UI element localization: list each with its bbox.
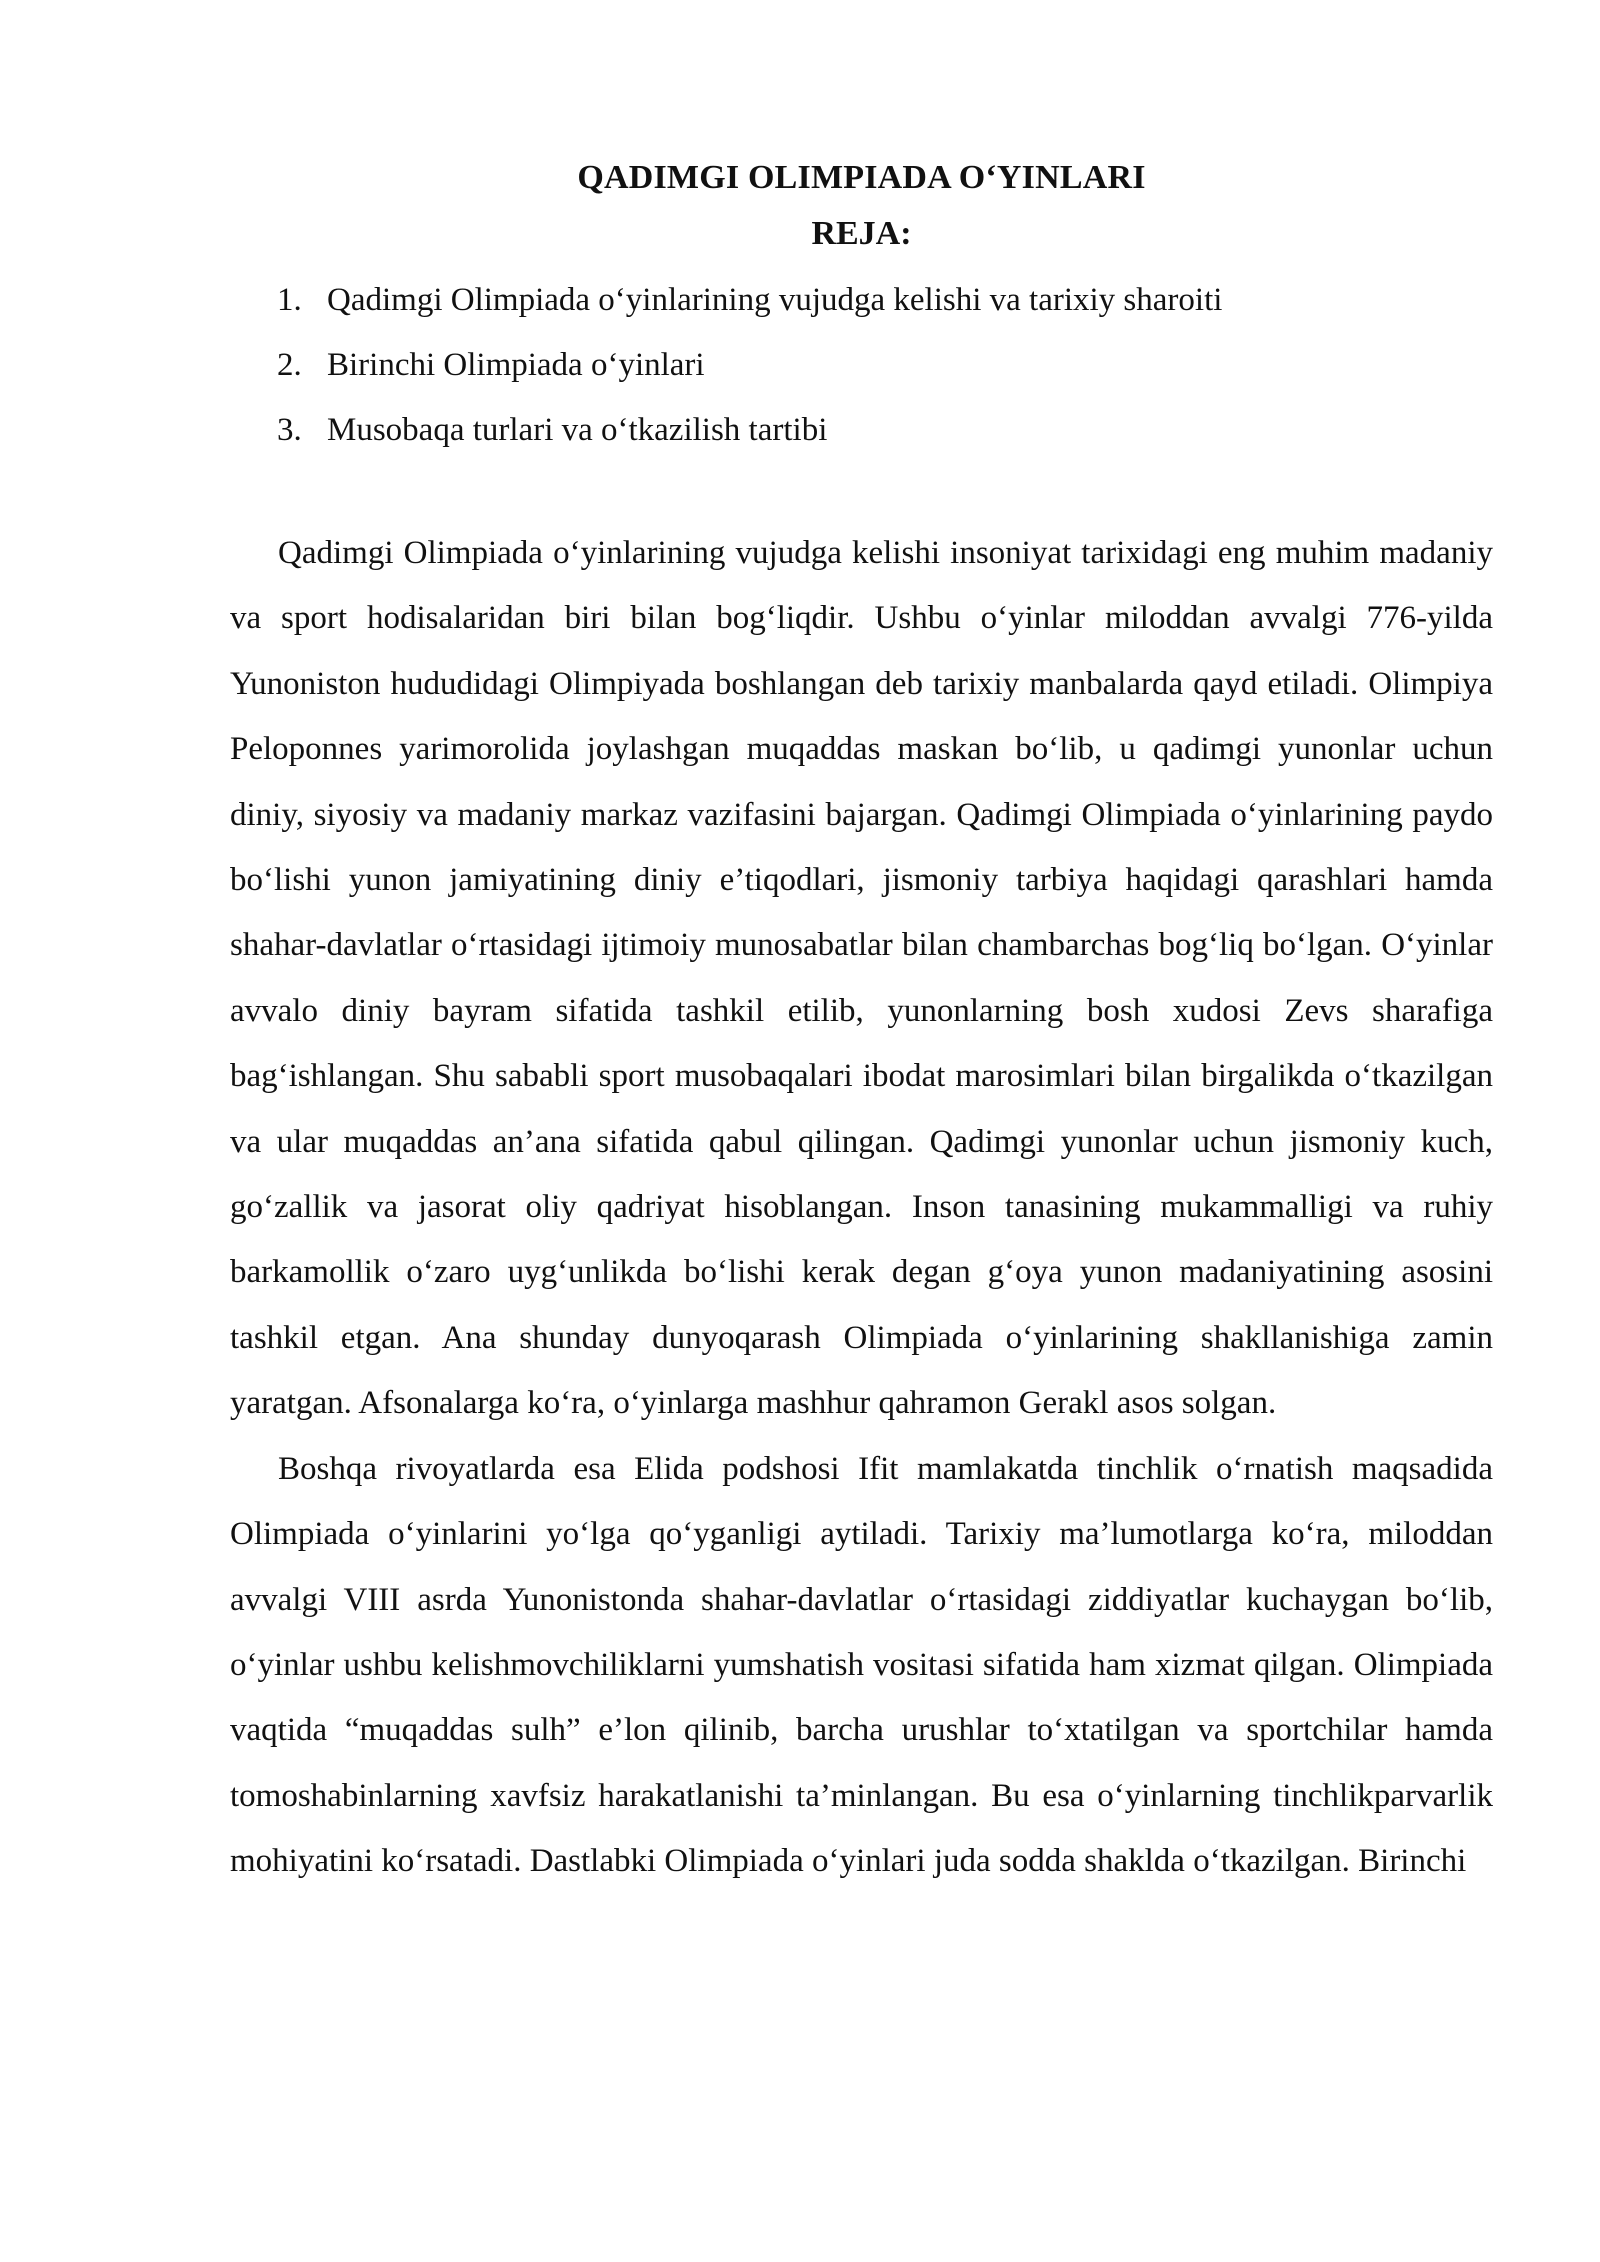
plan-item-number: 1. [277,282,302,318]
plan-list [230,268,1493,463]
plan-item-text: Musobaqa turlari va o‘tkazilish tartibi [327,412,828,448]
document-content [230,150,1493,1895]
plan-heading: REJA: [811,215,912,252]
paragraph: Boshqa rivoyatlarda esa Elida podshosi Ifit mamlakatda tinchlik o‘rnatish maqsadida Olimpiada o‘yinlarini yo‘lga qo‘yganligi aytiladi. Tarixiy ma’lumotlarga ko‘ra, miloddan avvalgi VIII asrda Yunonistonda shahar-davlatlar o‘rtasidagi ziddiyatlar kuchaygan bo‘lib, o‘yinlar ushbu kelishmovchiliklarni yumshatish vositasi sifatida ham xizmat qilgan. Olimpiada vaqtida “muqaddas sulh” e’lon qilinib, barcha urushlar to‘xtatilgan va sportchilar hamda tomoshabinlarning xavfsiz harakatlanishi ta’minlangan. Bu esa o‘yinlarning tinchlikparvarlik mohiyatini ko‘rsatadi. Dastlabki Olimpiada o‘yinlari juda sodda shaklda o‘tkazilgan. Birinchi [230,1450,1493,1880]
plan-item-number: 3. [277,412,302,448]
plan-item [230,333,1493,398]
document-title: QADIMGI OLIMPIADA O‘YINLARI [577,159,1146,196]
plan-item-text: Qadimgi Olimpiada o‘yinlarining vujudga kelishi va tarixiy sharoiti [327,282,1223,318]
plan-item [230,268,1493,333]
paragraph: Qadimgi Olimpiada o‘yinlarining vujudga kelishi insoniyat tarixidagi eng muhim madaniy va sport hodisalaridan biri bilan bog‘liqdir. Ushbu o‘yinlar miloddan avvalgi 776-yilda Yunoniston hududidagi Olimpiyada boshlangan deb tarixiy manbalarda qayd etiladi. Olimpiya Peloponnes yarimorolida joylashgan muqaddas maskan bo‘lib, u qadimgi yunonlar uchun diniy, siyosiy va madaniy markaz vazifasini bajargan. Qadimgi Olimpiada o‘yinlarining paydo bo‘lishi yunon jamiyatining diniy e’tiqodlari, jismoniy tarbiya haqidagi qarashlari hamda shahar-davlatlar o‘rtasidagi ijtimoiy munosabatlar bilan chambarchas bog‘liq bo‘lgan. O‘yinlar avvalo diniy bayram sifatida tashkil etilib, yunonlarning bosh xudosi Zevs sharafiga bag‘ishlangan. Shu sababli sport musobaqalari ibodat marosimlari bilan birgalikda o‘tkazilgan va ular muqaddas an’ana sifatida qabul qilingan. Qadimgi yunonlar uchun jismoniy kuch, go‘zallik va jasorat oliy qadriyat hisoblangan. Inson tanasining mukammalligi va ruhiy barkamollik o‘zaro uyg‘unlikda bo‘lishi kerak degan g‘oya yunon madaniyatining asosini tashkil etgan. Ana shunday dunyoqarash Olimpiada o‘yinlarining shakllanishiga zamin yaratgan. Afsonalarga ko‘ra, o‘yinlarga mashhur qahramon Gerakl asos solgan. [230,535,1493,1422]
plan-item-number: 2. [277,347,302,383]
plan-item [230,398,1493,463]
plan-item-text: Birinchi Olimpiada o‘yinlari [327,347,705,383]
body-text [230,521,1493,1895]
